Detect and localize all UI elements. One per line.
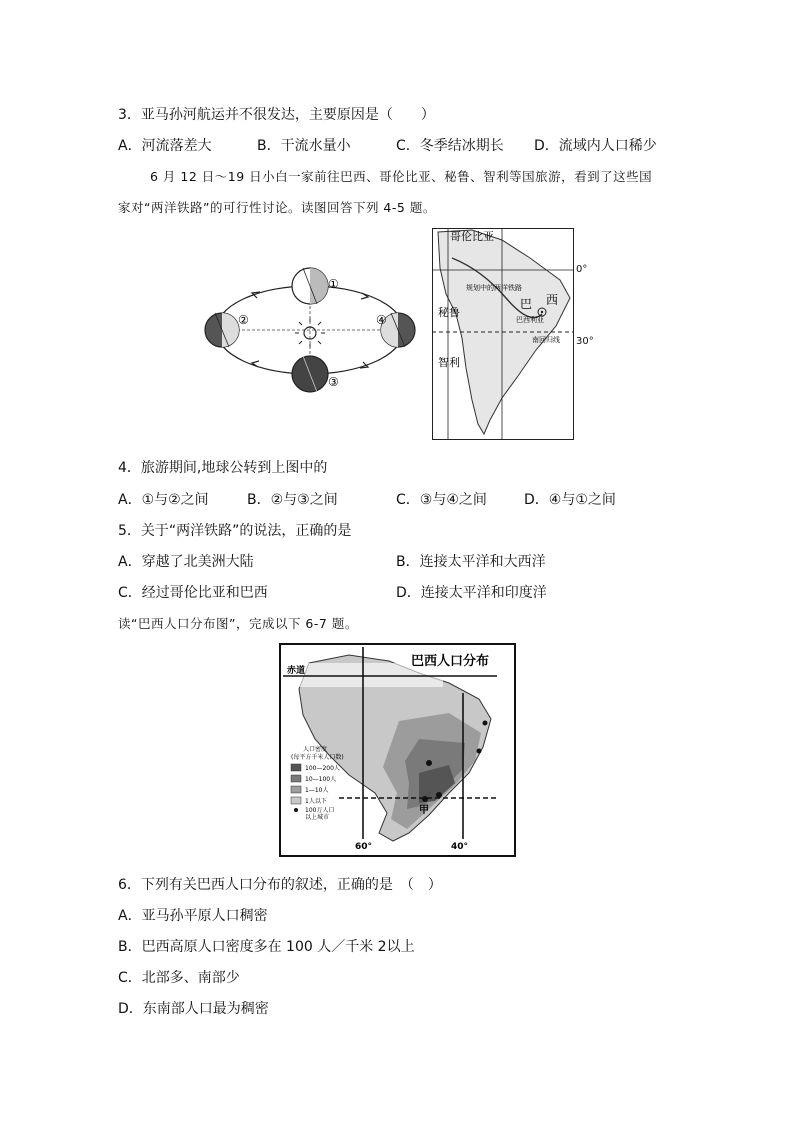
label-lon-40: 40°	[451, 842, 469, 852]
q5-option-a: A．穿越了北美洲大陆	[118, 554, 254, 570]
q3-option-c: C．冬季结冰期长	[396, 138, 504, 154]
label-peru: 秘鲁	[438, 306, 460, 319]
label-railway: 规划中的两洋铁路	[466, 284, 522, 292]
q5-option-b: B．连接太平洋和大西洋	[396, 554, 546, 570]
earth-position-1	[292, 268, 328, 304]
legend-item-2: 10—100人	[305, 776, 337, 783]
label-brazil-2: 西	[546, 293, 559, 307]
q3-option-b: B．干流水量小	[257, 138, 351, 154]
legend-title-1: 人口密度	[303, 746, 328, 753]
city-marker-icon	[294, 808, 298, 812]
label-brazil-1: 巴	[520, 297, 533, 311]
q3-option-a: A．河流落差大	[118, 138, 212, 154]
south-america-railway-map	[432, 228, 574, 440]
q4-option-a: A．①与②之间	[118, 492, 209, 508]
label-lat-0-outside: 0°	[576, 264, 588, 275]
q4-stem: 4．旅游期间,地球公转到上图中的	[118, 460, 328, 476]
label-equator: 赤道	[287, 666, 306, 676]
earth-position-3	[292, 356, 328, 392]
legend-item-3: 1—10人	[305, 787, 329, 794]
q5-option-d: D．连接太平洋和印度洋	[396, 585, 547, 601]
orbit-label-1: ①	[328, 277, 339, 291]
label-brasilia: 巴西利亚	[516, 316, 544, 324]
orbit-label-2: ②	[238, 313, 249, 327]
label-colombia: 哥伦比亚	[450, 230, 494, 243]
intro-67: 读“巴西人口分布图”，完成以下 6-7 题。	[118, 616, 358, 631]
q6-option-a: A．亚马孙平原人口稠密	[118, 908, 268, 924]
q6-stem: 6．下列有关巴西人口分布的叙述，正确的是 （ ）	[118, 877, 442, 893]
earth-orbit-diagram	[200, 262, 420, 410]
label-tropic: 南回归线	[532, 336, 560, 344]
q3-stem: 3．亚马孙河航运并不很发达，主要原因是（ ）	[118, 107, 435, 123]
q6-option-c: C．北部多、南部少	[118, 970, 240, 986]
label-jia: 甲	[419, 805, 429, 816]
label-lon-60: 60°	[355, 842, 373, 852]
q4-option-b: B．②与③之间	[247, 492, 338, 508]
legend-city-1: 100万人口	[305, 807, 335, 814]
legend-title-2: (每平方千米人口数)	[291, 754, 344, 761]
q6-option-d: D．东南部人口最为稠密	[118, 1001, 269, 1017]
label-chile: 智利	[438, 356, 460, 369]
legend-item-1: 100—200人	[305, 765, 340, 772]
label-lat-30: 30°	[576, 336, 594, 347]
q4-option-d: D．④与①之间	[524, 492, 616, 508]
orbit-label-4: ④	[376, 313, 387, 327]
brazil-map-title: 巴西人口分布	[411, 654, 490, 669]
brazil-population-map	[279, 643, 516, 857]
earth-position-2	[205, 313, 239, 347]
orbit-label-3: ③	[328, 375, 339, 389]
q5-option-c: C．经过哥伦比亚和巴西	[118, 585, 268, 601]
q3-option-d: D．流域内人口稀少	[534, 138, 657, 154]
legend-item-4: 1人以下	[305, 798, 327, 805]
q6-option-b: B．巴西高原人口密度多在 100 人／千米 2以上	[118, 939, 415, 955]
intro-45-line1: 6 月 12 日～19 日小白一家前往巴西、哥伦比亚、秘鲁、智利等国旅游，看到了这些国	[150, 169, 653, 184]
legend-city-2: 以上城市	[305, 814, 330, 821]
q4-option-c: C．③与④之间	[396, 492, 487, 508]
q5-stem: 5．关于“两洋铁路”的说法，正确的是	[118, 523, 352, 539]
intro-45-line2: 家对“两洋铁路”的可行性讨论。读图回答下列 4-5 题。	[118, 200, 436, 215]
